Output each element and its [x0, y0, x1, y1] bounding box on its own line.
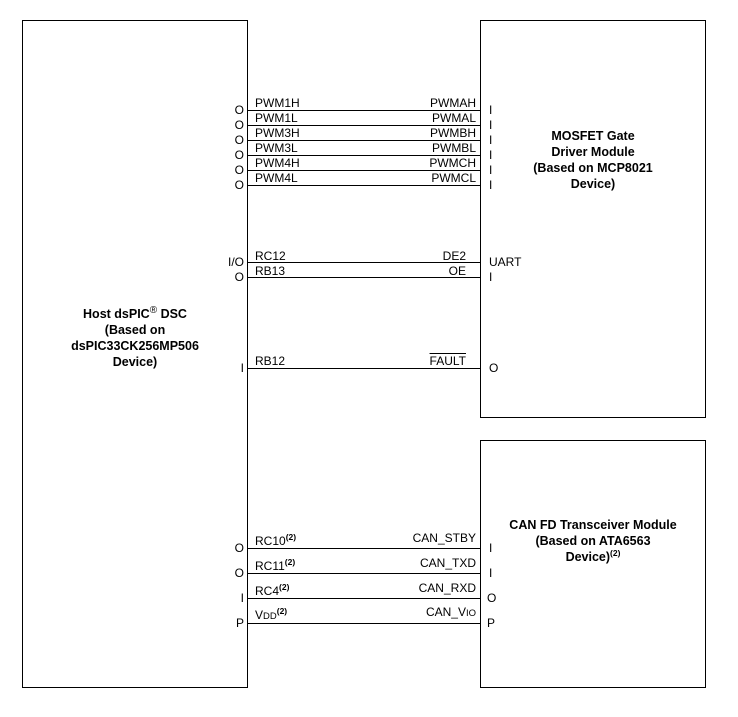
driver-pin-dir: I: [489, 133, 493, 147]
can-signal-label: CAN_TXD: [419, 556, 476, 570]
can-signal-label: CAN_RXD: [418, 581, 476, 595]
host-signal-label: PWM1L: [255, 111, 298, 125]
mosfet-gate-driver-block: [480, 20, 706, 418]
host-pin-dir: O: [234, 541, 244, 555]
host-signal-label: PWM1H: [255, 96, 300, 110]
host-pin-dir: O: [234, 163, 244, 177]
driver-signal-label: PWMBL: [431, 141, 476, 155]
driver-pin-dir: I: [489, 148, 493, 162]
driver-pin-dir: I: [489, 270, 493, 284]
host-signal-label: PWM3L: [255, 141, 298, 155]
driver-pin-dir: O: [489, 361, 499, 375]
driver-pin-dir: UART: [489, 255, 522, 269]
mosfet-block-title: MOSFET Gate Driver Module (Based on MCP8021 Device): [533, 129, 653, 191]
host-pin-dir: P: [235, 616, 244, 630]
can-signal-label: CAN_VIO: [425, 605, 476, 619]
host-pin-dir: I/O: [227, 255, 244, 269]
driver-pin-dir: I: [489, 118, 493, 132]
driver-signal-label: PWMCL: [431, 171, 476, 185]
can-signal-label: CAN_STBY: [412, 531, 476, 545]
driver-signal-label: PWMBH: [430, 126, 476, 140]
can-pin-dir: O: [487, 591, 497, 605]
driver-pin-dir: I: [489, 103, 493, 117]
host-block-title: Host dsPIC® DSC (Based on dsPIC33CK256MP506 Device): [71, 304, 199, 369]
host-signal-label: RC11$^{(2)}$: [255, 557, 296, 573]
host-signal-label: RB12: [255, 354, 286, 368]
wire-vdd-can-vio: [248, 623, 480, 624]
host-signal-label: PWM4H: [255, 156, 300, 170]
host-pin-dir: I: [240, 591, 244, 605]
driver-signal-label: PWMAH: [430, 96, 476, 110]
host-signal-label: PWM4L: [255, 171, 298, 185]
can-pin-dir: P: [487, 616, 496, 630]
host-pin-dir: O: [234, 148, 244, 162]
host-pin-dir: O: [234, 566, 244, 580]
wire-pwm: [248, 185, 480, 186]
host-signal-label: VDD$^{(2)}$: [255, 606, 288, 622]
host-signal-label: RC12: [255, 249, 286, 263]
can-pin-dir: I: [489, 566, 493, 580]
driver-pin-dir: I: [489, 163, 493, 177]
wire-rc10-can-stby: [248, 548, 480, 549]
wire-rb12-fault: [248, 368, 480, 369]
host-pin-dir: O: [234, 103, 244, 117]
can-pin-dir: I: [489, 541, 493, 555]
driver-signal-label: PWMAL: [431, 111, 476, 125]
can-block-title: CAN FD Transceiver Module (Based on ATA6563 Device)$^{(2)}$: [509, 518, 677, 564]
host-pin-dir: O: [234, 270, 244, 284]
driver-signal-label: FAULT: [429, 354, 466, 368]
host-signal-label: RB13: [255, 264, 286, 278]
driver-pin-dir: I: [489, 178, 493, 192]
host-pin-dir: O: [234, 178, 244, 192]
host-pin-dir: O: [234, 118, 244, 132]
host-signal-label: RC4$^{(2)}$: [255, 582, 290, 598]
driver-signal-label: DE2: [442, 249, 466, 263]
wire-rc11-can-txd: [248, 573, 480, 574]
host-pin-dir: I: [240, 361, 244, 375]
host-signal-label: PWM3H: [255, 126, 300, 140]
host-pin-dir: O: [234, 133, 244, 147]
host-signal-label: RC10$^{(2)}$: [255, 532, 297, 548]
driver-signal-label: OE: [448, 264, 466, 278]
wire-rc4-can-rxd: [248, 598, 480, 599]
driver-signal-label: PWMCH: [429, 156, 476, 170]
